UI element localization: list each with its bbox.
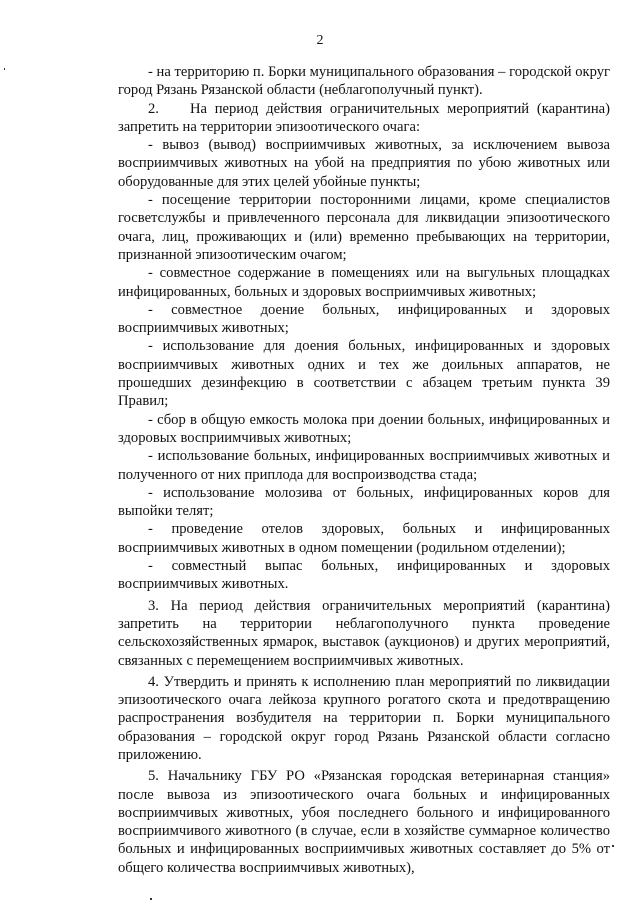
paragraph-14: 4. Утвердить и принять к исполнению план мероприятий по ликвидации эпизоотического очага лейкоза крупного рогатого скота и предотвращению распространения возбудителя на территории п. Борки муниципального образования – городской округ город Рязань Рязанской области согласно приложению. bbox=[118, 673, 610, 763]
page-number: 2 bbox=[316, 33, 324, 48]
paragraph-2: 2. На период действия ограничительных мероприятий (карантина) запретить на территории эпизоотического очага: bbox=[118, 100, 610, 135]
scan-speck bbox=[612, 845, 614, 847]
paragraph-8: - сбор в общую емкость молока при доении больных, инфицированных и здоровых восприимчивых животных; bbox=[118, 411, 610, 446]
paragraph-3: - вывоз (вывод) восприимчивых животных, за исключением вывоза восприимчивых животных на убой на предприятия по убою животных или оборудованные для этих целей убойные пункты; bbox=[118, 137, 610, 190]
paragraph-7: - использование для доения больных, инфицированных и здоровых восприимчивых животных одних и тех же доильных аппаратов, не прошедших дезинфекцию в соответствии с абзацем третьим пункта 39 Правил; bbox=[118, 338, 610, 410]
paragraph-12: - совместный выпас больных, инфицированных и здоровых восприимчивых животных. bbox=[118, 558, 610, 593]
paragraph-10: - использование молозива от больных, инфицированных коров для выпойки телят; bbox=[118, 484, 610, 520]
scan-speck bbox=[4, 68, 5, 70]
scan-speck bbox=[150, 898, 152, 900]
paragraph-13: 3. На период действия ограничительных мероприятий (карантина) запретить на территории неблагополучного пункта проведение сельскохозяйственных ярмарок, выставок (аукционов) и других мероприятий, связанных с перемещением восприимчивых животных. bbox=[118, 597, 610, 669]
paragraph-9: - использование больных, инфицированных восприимчивых животных и полученного от них приплода для воспроизводства стада; bbox=[118, 448, 610, 483]
paragraph-6: - совместное доение больных, инфицированных и здоровых восприимчивых животных; bbox=[118, 301, 610, 337]
paragraph-4: - посещение территории посторонними лицами, кроме специалистов госветслужбы и привлеченного персонала для ликвидации эпизоотического очага, лиц, проживающих и (или) временно пребывающих на территории, признанной эпизоотическим очагом; bbox=[118, 192, 610, 263]
paragraph-15: 5. Начальнику ГБУ РО «Рязанская городская ветеринарная станция» после вывоза из эпизоотического очага больных и инфицированных восприимчивых животных, убоя последнего больного и инфицированного восприимчивого животного (в случае, если в хозяйстве суммарное количество больных и инфицированных восприимчивых животных составляет до 5% от общего количества восприимчивых животных), bbox=[118, 768, 610, 876]
paragraph-11: - проведение отелов здоровых, больных и инфицированных восприимчивых животных в одном помещении (родильном отделении); bbox=[118, 521, 610, 556]
paragraph-1: - на территорию п. Борки муниципального образования – городской округ город Рязань Рязанской области (неблагополучный пункт). bbox=[118, 64, 610, 99]
document-body bbox=[118, 63, 610, 877]
paragraph-5: - совместное содержание в помещениях или на выгульных площадках инфицированных, больных и здоровых восприимчивых животных; bbox=[118, 265, 610, 300]
